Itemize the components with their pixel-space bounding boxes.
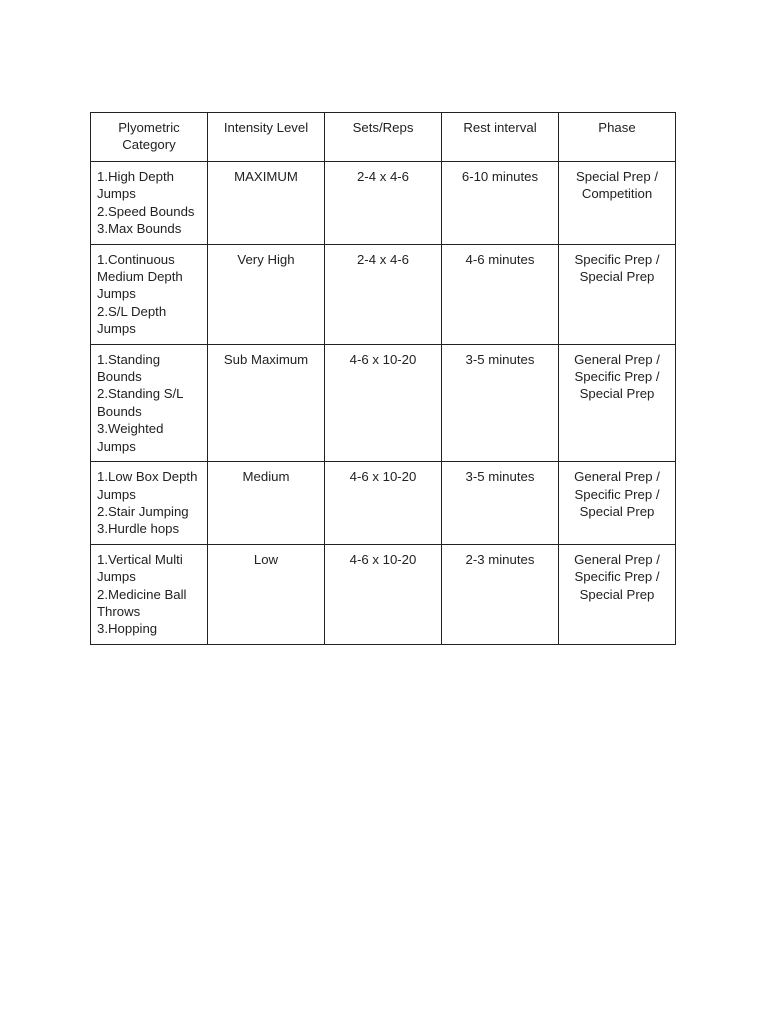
table-body [91,162,676,645]
category-item: 2.Stair Jumping [97,503,189,519]
table-row [91,344,676,461]
header-phase: Phase [559,113,676,162]
category-cell [91,344,208,461]
category-item: 3.Hopping [97,621,158,637]
rest-interval-cell: 3-5 minutes [442,344,559,461]
category-item: 1.Low Box Depth Jumps [97,469,198,502]
category-item: 3.Hurdle hops [97,521,180,537]
category-item: 2.Standing S/L Bounds [97,386,184,419]
header-rest-interval: Rest interval [442,113,559,162]
category-item: 1.Vertical Multi Jumps [97,551,183,585]
sets-reps-cell: 4-6 x 10-20 [325,344,442,461]
table-row [91,162,676,245]
intensity-cell: Medium [208,462,325,545]
intensity-cell: MAXIMUM [208,162,325,245]
category-item: 3.Max Bounds [97,221,182,237]
category-item: 1.Standing Bounds [97,351,161,385]
table-row [91,244,676,344]
rest-interval-cell: 2-3 minutes [442,544,559,644]
category-cell [91,162,208,245]
category-item: 2.Medicine Ball Throws [97,586,187,619]
category-cell [91,544,208,644]
sets-reps-cell: 4-6 x 10-20 [325,462,442,545]
category-cell [91,244,208,344]
rest-interval-cell: 6-10 minutes [442,162,559,245]
intensity-cell: Very High [208,244,325,344]
category-item: 2.S/L Depth Jumps [97,303,167,337]
header-intensity-level: Intensity Level [208,113,325,162]
category-item: 3.Weighted Jumps [97,421,164,454]
rest-interval-cell: 3-5 minutes [442,462,559,545]
rest-interval-cell: 4-6 minutes [442,244,559,344]
intensity-cell: Sub Maximum [208,344,325,461]
table-row [91,462,676,545]
table-row [91,544,676,644]
category-item: 1.High Depth Jumps [97,169,174,202]
sets-reps-cell: 2-4 x 4-6 [325,162,442,245]
category-item: 2.Speed Bounds [97,203,195,219]
intensity-cell: Low [208,544,325,644]
phase-cell: General Prep / Specific Prep / Special Prep [559,344,676,461]
phase-cell: General Prep / Specific Prep / Special Prep [559,462,676,545]
header-sets-reps: Sets/Reps [325,113,442,162]
plyometric-table [90,112,676,645]
header-plyometric-category: Plyometric Category [91,113,208,162]
phase-cell: General Prep / Specific Prep / Special Prep [559,544,676,644]
sets-reps-cell: 4-6 x 10-20 [325,544,442,644]
phase-cell: Specific Prep / Special Prep [559,244,676,344]
phase-cell: Special Prep / Competition [559,162,676,245]
category-item: 1.Continuous Medium Depth Jumps [97,251,183,302]
header-row [91,113,676,162]
category-cell [91,462,208,545]
table-header [91,113,676,162]
sets-reps-cell: 2-4 x 4-6 [325,244,442,344]
